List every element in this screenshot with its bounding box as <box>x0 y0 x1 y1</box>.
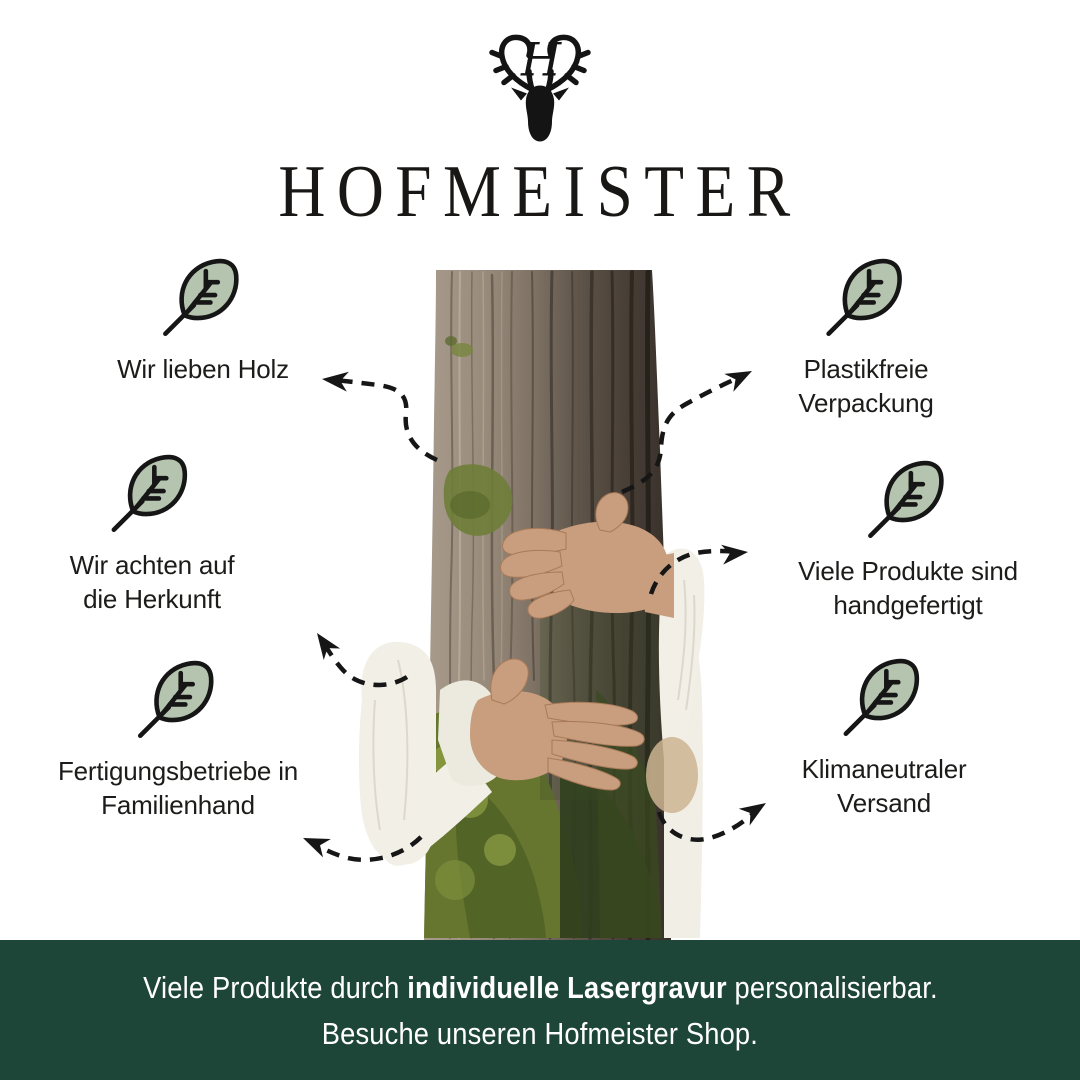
leaf-icon <box>838 650 930 742</box>
feature-label: Plastikfreie Verpackung <box>798 354 934 418</box>
leaf-icon <box>132 652 224 744</box>
feature-familienhand <box>58 652 298 822</box>
leaf-icon <box>157 250 249 342</box>
leaf-icon <box>820 250 912 342</box>
feature-herkunft <box>70 446 235 616</box>
leaf-icon <box>862 452 954 544</box>
logo-monogram: H <box>520 32 562 87</box>
banner-line-2: Besuche unseren Hofmeister Shop. <box>321 1016 759 1051</box>
feature-label: Wir lieben Holz <box>117 354 289 384</box>
feature-label: Viele Produkte sind handgefertigt <box>798 556 1018 620</box>
brand-wordmark: HOFMEISTER <box>278 151 802 233</box>
feature-label: Wir achten auf die Herkunft <box>69 550 235 614</box>
feature-handgefertigt <box>798 452 1018 622</box>
hofmeister-deer-logo-icon <box>475 26 605 154</box>
arrow-wir-lieben-holz <box>334 380 437 460</box>
shop-banner <box>0 940 1080 1080</box>
feature-plastikfreie-verpackung <box>798 250 933 420</box>
leaf-icon <box>106 446 198 538</box>
feature-label: Klimaneutraler Versand <box>801 754 967 818</box>
feature-klimaneutraler-versand <box>802 650 967 820</box>
feature-label: Fertigungsbetriebe in Familienhand <box>57 756 299 820</box>
feature-wir-lieben-holz <box>117 250 289 386</box>
banner-line-1: Viele Produkte durch individuelle Lasergravur personalisierbar. <box>142 970 938 1005</box>
